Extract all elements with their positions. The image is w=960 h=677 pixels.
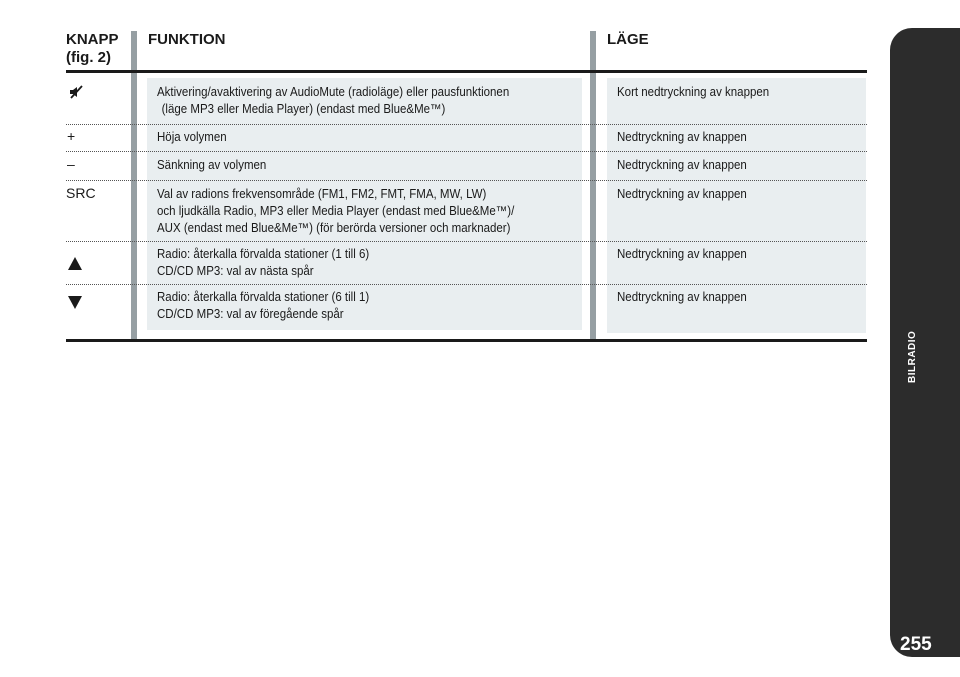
lage-cell: Nedtryckning av knappen: [617, 130, 747, 144]
funktion-cell: [157, 246, 369, 280]
funktion-line: AUX (endast med Blue&Me™) (för berörda versioner och marknader): [157, 221, 511, 235]
funktion-cell: Höja volymen: [157, 130, 227, 144]
key-src: SRC: [66, 185, 96, 201]
funktion-cell: [157, 186, 514, 237]
lage-cell: Nedtryckning av knappen: [617, 290, 747, 304]
page-number: 255: [900, 634, 932, 655]
row-separator: [66, 124, 867, 125]
funktion-cell: [157, 84, 509, 118]
funktion-cell: [157, 289, 369, 323]
column-divider-right: [590, 31, 596, 341]
row-separator: [66, 284, 867, 285]
lage-cell: Nedtryckning av knappen: [617, 158, 747, 172]
row-separator: [66, 151, 867, 152]
funktion-line: Val av radions frekvensområde (FM1, FM2, FMT, FMA, MW, LW): [157, 187, 487, 201]
lage-cell: Kort nedtryckning av knappen: [617, 85, 770, 99]
side-tab-label: BILRADIO: [907, 330, 918, 383]
funktion-line: Aktivering/avaktivering av AudioMute (radioläge) eller pausfunktionen: [157, 85, 510, 99]
header-knapp: [66, 31, 119, 67]
header-knapp-line1: KNAPP: [66, 31, 119, 48]
arrow-up-icon: [68, 257, 82, 270]
key-plus: +: [67, 128, 76, 144]
table-top-rule: [66, 70, 867, 73]
funktion-line: CD/CD MP3: val av föregående spår: [157, 307, 344, 321]
funktion-line: CD/CD MP3: val av nästa spår: [157, 264, 314, 278]
column-divider-left: [131, 31, 137, 341]
lage-cell: Nedtryckning av knappen: [617, 187, 747, 201]
header-lage: LÄGE: [607, 31, 649, 48]
row-separator: [66, 180, 867, 181]
key-minus: –: [67, 156, 75, 172]
funktion-line: Radio: återkalla förvalda stationer (6 till 1): [157, 290, 370, 304]
row-separator: [66, 241, 867, 242]
header-funktion: FUNKTION: [148, 31, 226, 48]
funktion-line: (läge MP3 eller Media Player) (endast med Blue&Me™): [161, 102, 446, 116]
funktion-line: Radio: återkalla förvalda stationer (1 till 6): [157, 247, 370, 261]
arrow-down-icon: [68, 296, 82, 309]
mute-speaker-icon: [69, 85, 83, 99]
table-bottom-rule: [66, 339, 867, 342]
funktion-line: och ljudkälla Radio, MP3 eller Media Player (endast med Blue&Me™)/: [157, 204, 515, 218]
side-tab: [890, 28, 960, 657]
funktion-cell: Sänkning av volymen: [157, 158, 267, 172]
header-knapp-line2: (fig. 2): [66, 49, 111, 66]
lage-cell: Nedtryckning av knappen: [617, 247, 747, 261]
